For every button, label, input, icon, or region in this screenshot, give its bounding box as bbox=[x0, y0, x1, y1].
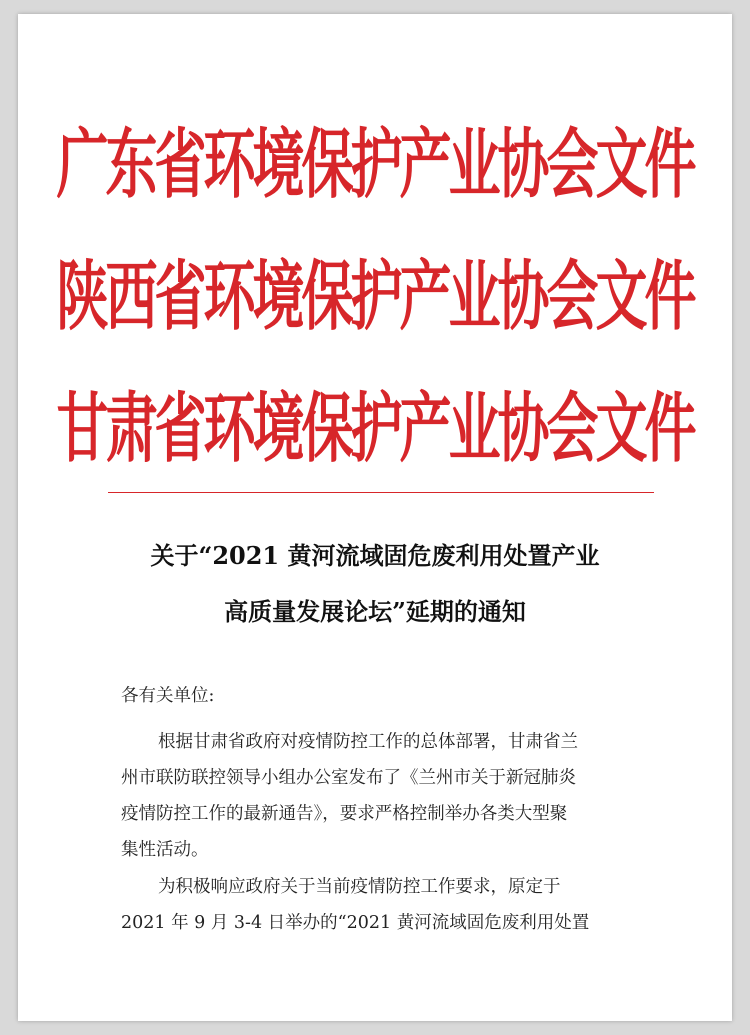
paragraph-line: 根据甘肃省政府对疫情防控工作的总体部署，甘肃省兰 bbox=[158, 732, 578, 752]
paragraph-line: 为积极响应政府关于当前疫情防控工作要求，原定于 bbox=[158, 877, 561, 897]
issuer-header-shaanxi: 陕西省环境保护产业协会文件 bbox=[56, 253, 694, 342]
paragraph-line: 疫情防控工作的最新通告》，要求严格控制举办各类大型聚 bbox=[121, 804, 568, 824]
paragraph-line: 州市联防联控领导小组办公室发布了《兰州市关于新冠肺炎 bbox=[121, 768, 576, 788]
issuer-header-guangdong: 广东省环境保护产业协会文件 bbox=[56, 121, 694, 210]
salutation-text: 各有关单位: bbox=[121, 686, 215, 706]
document-title-line-2: 高质量发展论坛”延期的通知 bbox=[224, 597, 526, 626]
paragraph-line: 2021 年 9 月 3-4 日举办的“2021 黄河流域固危废利用处置 bbox=[121, 913, 590, 933]
salutation bbox=[121, 678, 641, 714]
paragraph-2 bbox=[121, 869, 641, 941]
document-page bbox=[18, 14, 732, 1021]
red-divider-line bbox=[108, 492, 654, 493]
document-title-line-1: 关于“2021 黄河流域固危废利用处置产业 bbox=[150, 541, 600, 570]
paragraph-line: 集性活动。 bbox=[121, 840, 209, 860]
issuer-header-gansu: 甘肃省环境保护产业协会文件 bbox=[56, 385, 694, 474]
paragraph-1 bbox=[121, 724, 641, 868]
